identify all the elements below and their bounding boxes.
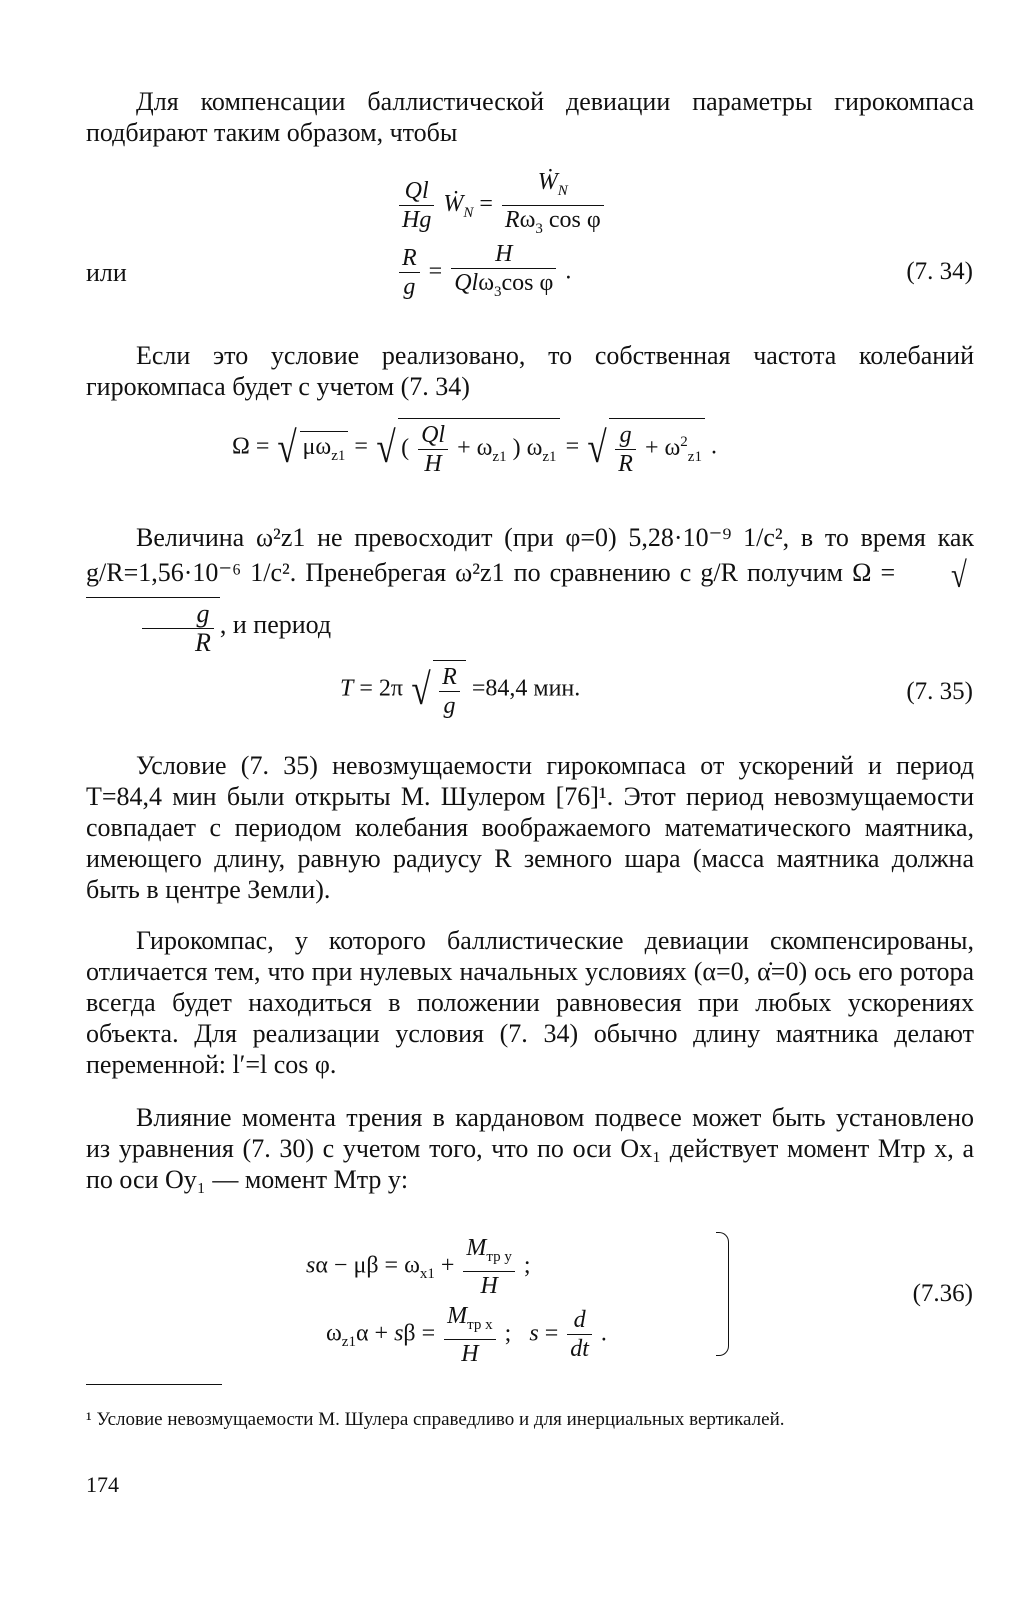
paragraph-natural-frequency: Если это условие реализовано, то собственная частота колебаний гирокомпаса будет с учетом (7. 34) [86,341,974,401]
period-value: =84,4 мин. [471,675,581,702]
equation-omega: Ω = √ $\mu\omega_{z1}$ = √ ( $\frac{Ql}{H}$ + $\omega_{z1}$ ) $\omega_{z1}$ = √ $\frac{g}{R}$ + $\omega^2_{z1}$ . [232,418,717,478]
equation-deviation-condition: $\frac{Ql}{Hg}$ Ẇ$_N$ = $\frac{Ẇ_N}{R\omega_3 \cos \varphi}$ [396,168,607,243]
equation-7-36-line1: $s\alpha - \mu\beta = \omega_{x1}$ + $\frac{M_{тр y}}{H}$ ; [306,1235,531,1299]
equation-number-7-36: (7.36) [912,1280,973,1307]
or-label: или [86,258,127,287]
footnote: ¹ Условие невозмущаемости М. Шулера справедливо и для инерциальных вертикалей. [86,1409,785,1430]
equation-number-7-34: (7. 34) [906,258,973,285]
paragraph-friction: Влияние момента трения в кардановом подвесе может быть установлено из уравнения (7. 30) с учетом того, что по оси Ox₁ действует момент Mтр x, а по оси Oy₁ — момент Mтр y: [86,1103,974,1194]
equation-7-35: T = 2π √ $\frac{R}{g}$ =84,4 мин. [340,660,580,720]
approximation-text: Величина ω²z1 не превосходит (при φ=0) 5,28·10⁻⁹ 1/с², в то время как g/R=1,56·10⁻⁶ 1/с². Пренебрегая ω²z1 по сравнению с g/R получим [86,523,974,587]
paragraph-intro: Для компенсации баллистической девиации параметры гирокомпаса подбирают таким образом, чтобы [86,87,974,147]
system-brace [716,1232,729,1356]
approximation-text-end: , и период [219,609,332,639]
equation-7-36-line2: $\omega_{z1}\alpha + s\beta$ = $\frac{M_{тр x}}{H}$ ; s = $\frac{d}{dt}$ . [326,1303,607,1367]
paragraph-schuler: Условие (7. 35) невозмущаемости гирокомпаса от ускорений и период T=84,4 мин были открыты М. Шулером [76]¹. Этот период невозмущаемости совпадает с периодом колебания воображаемого математического маятника, имеющего длину, равную радиусу R земного шара (масса маятника должна быть в центре Земли). [86,751,974,904]
paragraph-compensated-gyrocompass: Гирокомпас, у которого баллистические девиации скомпенсированы, отличается тем, что при нулевых начальных условиях (α=0, α̇=0) ось его ротора всегда будет находиться в положении равновесия при любых ускорениях объекта. Для реализации условия (7. 34) обычно длину маятника делают переменной: l′=l cos φ. [86,926,974,1079]
footnote-divider [86,1384,222,1385]
paragraph-approximation: Величина ω²z1 не превосходит (при φ=0) 5,28·10⁻⁹ 1/с², в то время как g/R=1,56·10⁻⁶ 1/с². Пренебрегая ω²z1 по сравнению с g/R получим Ω = √ $\frac{g}{R}$ , и период [86,523,974,657]
equation-number-7-35: (7. 35) [906,678,973,705]
equation-7-34: $\frac{R}{g}$ = $\frac{H}{Ql\omega_3\cos \varphi}$ . [396,240,571,306]
page-number: 174 [86,1472,119,1497]
